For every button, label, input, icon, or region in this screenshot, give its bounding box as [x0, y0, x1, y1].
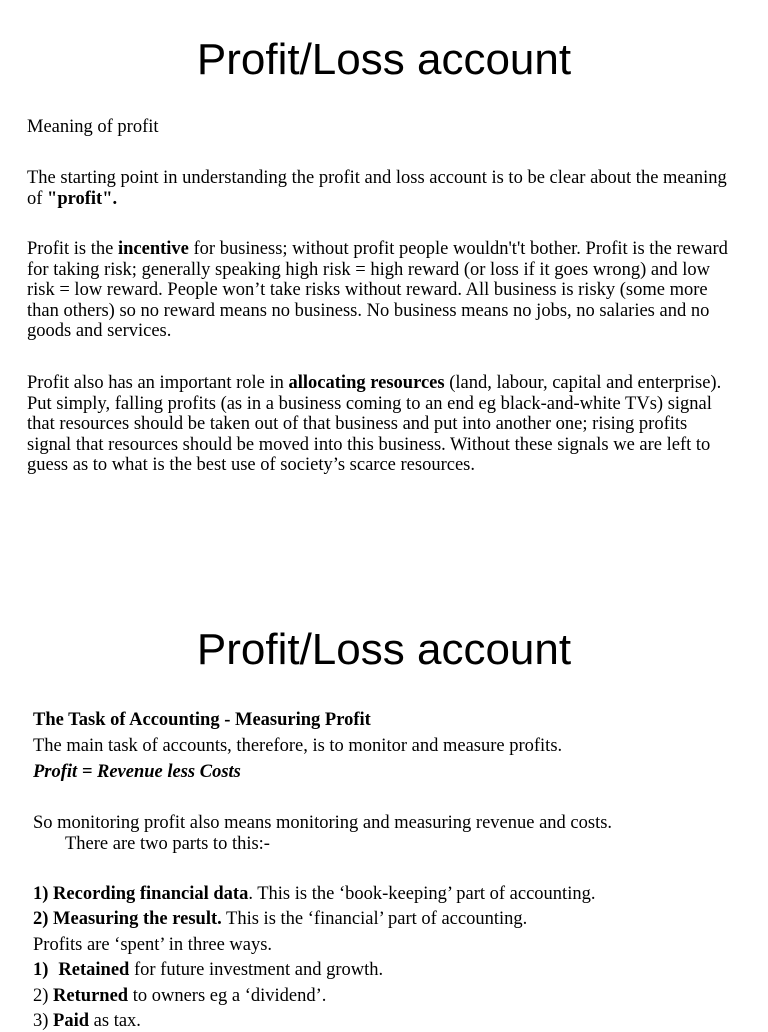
way-paid: [33, 1011, 738, 1032]
slide-2-title: Profit/Loss account: [196, 625, 572, 674]
formula-text: Profit = Revenue less Costs: [33, 762, 241, 782]
way2-num: 2): [33, 986, 54, 1006]
way-retained: [33, 960, 738, 981]
item1-rest: . This is the ‘book-keeping’ part of accounting.: [248, 884, 596, 904]
monitor-line-2: There are two parts to this:-: [65, 834, 270, 854]
paragraph-allocating: [27, 373, 735, 476]
item-recording: [33, 884, 738, 905]
way3-num: 3): [33, 1011, 54, 1031]
way2-rest: to owners eg a ‘dividend’.: [128, 986, 327, 1006]
formula: [33, 762, 738, 783]
item-measuring: [33, 909, 738, 930]
way2-bold: Returned: [53, 986, 129, 1006]
paragraph-incentive: [27, 239, 735, 342]
para2-a: Profit is the: [27, 239, 118, 259]
para1-bold: "profit".: [47, 188, 118, 209]
item2-bold: 2) Measuring the result.: [33, 909, 222, 929]
task-heading: [33, 710, 738, 731]
monitor-line-1: So monitoring profit also means monitoring and measuring revenue and costs.: [33, 813, 613, 833]
task-line: The main task of accounts, therefore, is to monitor and measure profits.: [33, 736, 563, 756]
para3-b: (land, labour, capital and enterprise). Put simply, falling profits (as in a business coming to an end eg black-and-white TVs) signal that resources should be taken out of that business and put into another one; rising profits signal that resources should be moved into this business. Without these signals we are left to guess as to what is the best use of society’s scarce resources.: [27, 373, 722, 475]
item1-bold: 1) Recording financial data: [33, 884, 249, 904]
para2-b: for business; without profit people wouldn't't bother. Profit is the reward for taking risk; generally speaking high risk = high reward (or loss if it goes wrong) and low risk = low reward. People won’t take risks without reward. All business is risky (some more than others) so no reward means no business. No business means no jobs, no salaries and no goods and services.: [27, 239, 728, 341]
way1-bold: Retained: [58, 960, 130, 980]
spent-line: Profits are ‘spent’ in three ways.: [33, 935, 273, 955]
way-returned: [33, 986, 738, 1007]
slide-1-title: Profit/Loss account: [196, 35, 572, 84]
item2-rest: This is the ‘financial’ part of accounting.: [221, 909, 528, 929]
way3-bold: Paid: [53, 1011, 90, 1031]
para2-bold: incentive: [117, 239, 189, 259]
way1-rest: for future investment and growth.: [129, 960, 384, 980]
way3-rest: as tax.: [89, 1011, 141, 1031]
para1-text: The starting point in understanding the profit and loss account is to be clear about the meaning of: [27, 168, 727, 209]
para3-a: Profit also has an important role in: [27, 373, 289, 393]
meaning-heading: Meaning of profit: [27, 117, 159, 137]
way1-num: 1): [33, 960, 49, 980]
slide-2: [0, 598, 768, 1031]
task-heading-text: The Task of Accounting - Measuring Profit: [33, 710, 371, 730]
paragraph-profit-meaning: [27, 168, 735, 209]
para3-bold: allocating resources: [288, 373, 445, 393]
